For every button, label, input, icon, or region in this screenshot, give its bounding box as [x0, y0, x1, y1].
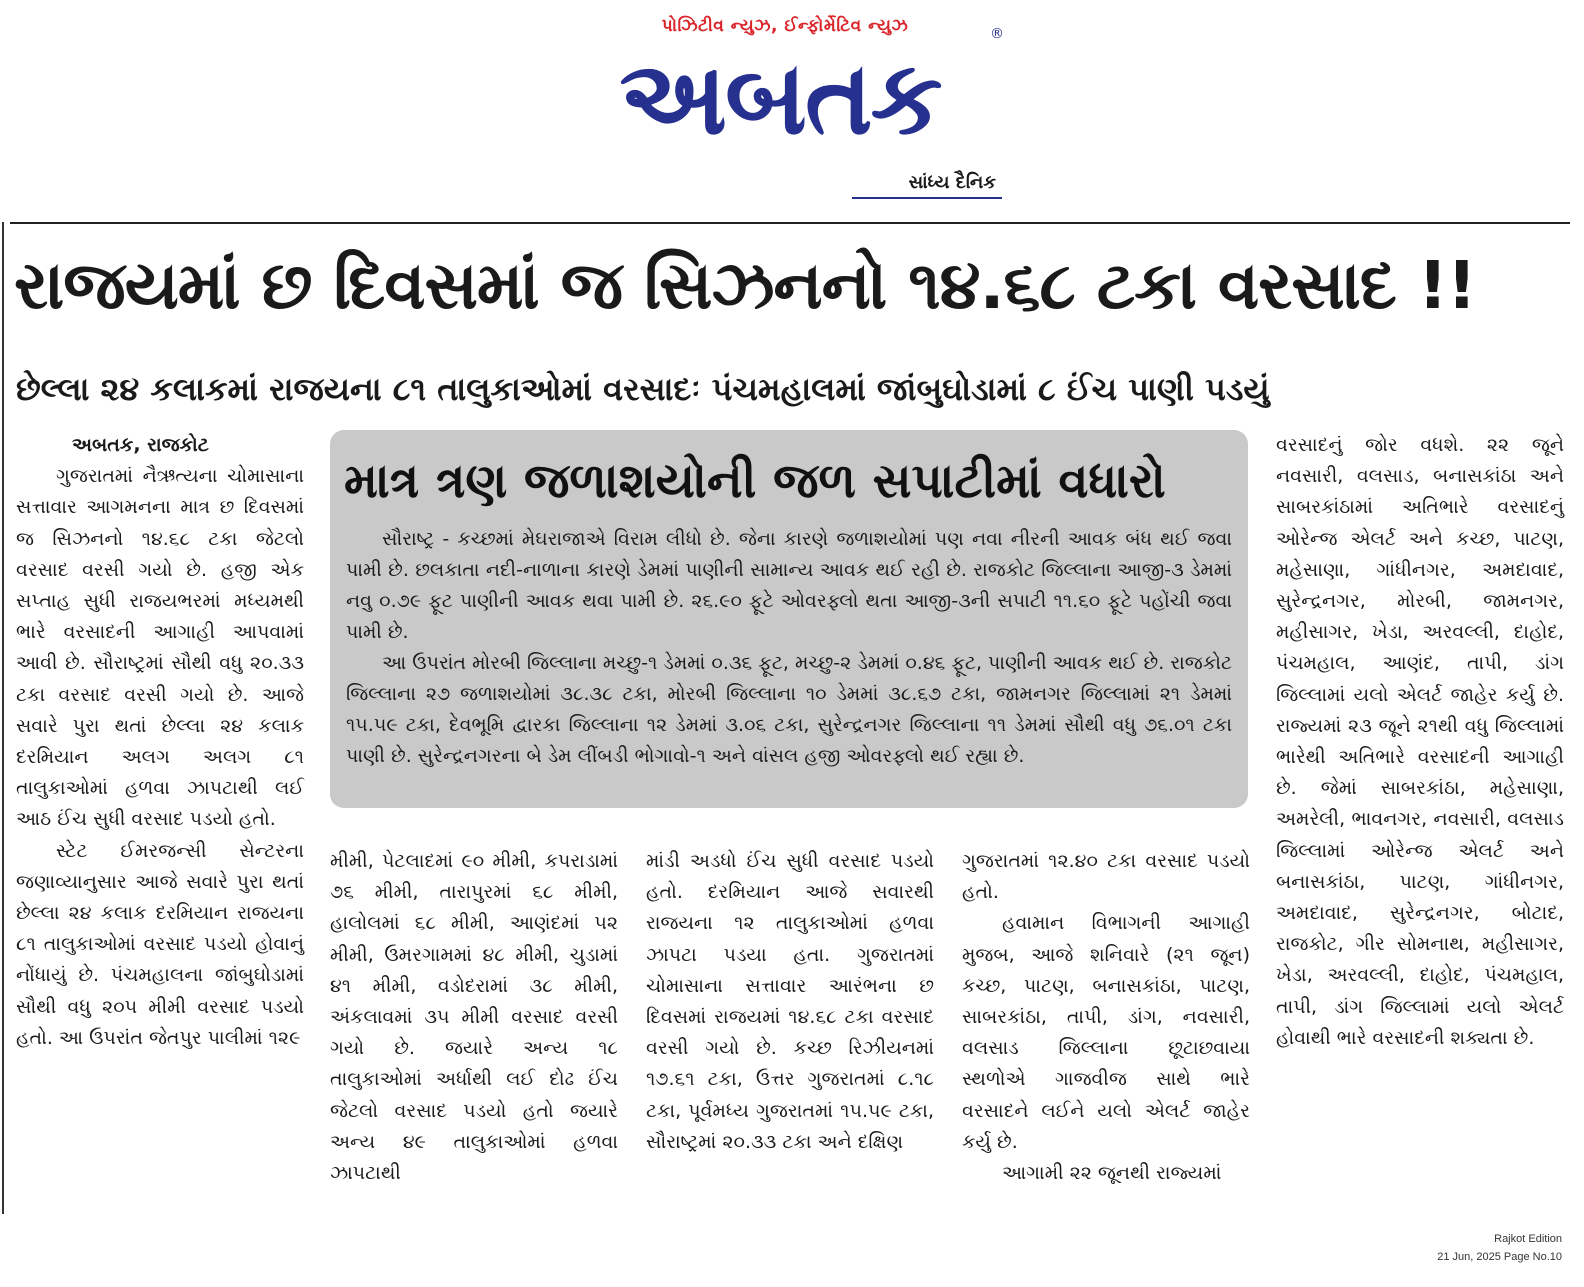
paragraph: સૌરાષ્ટ્ર - કચ્છમાં મેઘરાજાએ વિરામ લીધો છે. જેના કારણે જળાશયોમાં પણ નવા નીરની આવક બંધ થઈ જવા પામી છે. છલકાતા નદી-નાળાના કારણે ડેમમાં પાણીની સામાન્ય આવક થઈ રહી છે. રાજકોટ જિલ્લાના આજી-૩ ડેમમાં નવુ ૦.૭૯ ફૂટ પાણીની આવક થવા પામી છે. ૨૬.૯૦ ફૂટે ઓવરફ્લો થતા આજી-૩ની સપાટી ૧૧.૬૦ ફૂટે પહોંચી જવા પામી છે.: [346, 528, 1232, 643]
paragraph: મીમી, પેટલાદમાં ૯૦ મીમી, કપરાડામાં ૭૬ મીમી, તારાપુરમાં ૬૮ મીમી, હાલોલમાં ૬૮ મીમી, આણંદમાં ૫૨ મીમી, ઉમરગામમાં ૪૮ મીમી, ચુડામાં ૪૧ મીમી, વડોદરામાં ૩૮ મીમી, અંકલાવમાં ૩૫ મીમી વરસાદ વરસી ગયો છે. જયારે અન્ય ૧૮ તાલુકાઓમાં અર્ધાથી લઈ દોઢ ઈંચ જેટલો વરસાદ પડયો હતો જયારે અન્ય ૪૯ તાલુકાઓમાં હળવા ઝાપટાથી: [330, 850, 618, 1185]
paragraph: વરસાદનું જોર વધશે. ૨૨ જૂને નવસારી, વલસાડ, બનાસકાંઠા અને સાબરકાંઠામાં અતિભારે વરસાદનું ઓરેન્જ એલર્ટ અને કચ્છ, પાટણ, મહેસાણા, ગાંધીનગર, અમદાવાદ, સુરેન્દ્રનગર, મોરબી, જામનગર, મહીસાગર, ખેડા, અરવલ્લી, દાહોદ, પંચમહાલ, આણંદ, તાપી, ડાંગ જિલ્લામાં યલો એલર્ટ જાહેર કર્યુ છે. રાજ્યમાં ૨૩ જૂને ૨૧થી વધુ જિલ્લામાં ભારેથી અતિભારે વરસાદની આગાહી છે. જેમાં સાબરકાંઠા, મહેસાણા, અમરેલી, ભાવનગર, નવસારી, વલસાડ જિલ્લામાં ઓરેન્જ એલર્ટ અને બનાસકાંઠા, પાટણ, ગાંધીનગર, અમદાવાદ, સુરેન્દ્રનગર, બોટાદ, રાજકોટ, ગીર સોમનાથ, મહીસાગર, ખેડા, અરવલ્લી, દાહોદ, પંચમહાલ, તાપી, ડાંગ જિલ્લામાં યલો એલર્ટ હોવાથી ભારે વરસાદની શક્યતા છે.: [1276, 434, 1564, 1049]
registered-mark: ®: [990, 26, 1004, 42]
edition-info: [1437, 1230, 1562, 1266]
article-column-4: [962, 846, 1250, 1189]
article-subheadline: છેલ્લા ૨૪ કલાકમાં રાજયના ૮૧ તાલુકાઓમાં વરસાદઃ પંચમહાલમાં જાંબુઘોડામાં ૮ ઈંચ પાણી પડયું: [16, 370, 1270, 408]
paragraph: ગુજરાતમાં ૧૨.૪૦ ટકા વરસાદ પડયો હતો.: [962, 850, 1250, 904]
boxout-body: [346, 524, 1232, 772]
newspaper-logo: અબતક: [619, 39, 941, 158]
paragraph: હવામાન વિભાગની આગાહી મુજબ, આજે શનિવારે (૨૧ જૂન) કચ્છ, પાટણ, બનાસકાંઠા, પાટણ, સાબરકાંઠા, તાપી, ડાંગ, નવસારી, વલસાડ જિલ્લાના છૂટાછવાયા સ્થળોએ ગાજવીજ સાથે ભારે વરસાદને લઈને યલો એલર્ટ જાહેર કર્યુ છે.: [962, 912, 1250, 1153]
masthead-subtitle: સાંધ્ય દૈનિક: [908, 172, 996, 193]
paragraph: ગુજરાતમાં નૈઋત્યના ચોમાસાના સત્તાવાર આગમનના માત્ર છ દિવસમાં જ સિઝનનો ૧૪.૬૮ ટકા જેટલો વરસાદ વરસી ગયો છે. હજી એક સપ્તાહ સુધી રાજયભરમાં મધ્યમથી ભારે વરસાદની આગાહી આપવામાં આવી છે. સૌરાષ્ટ્રમાં સૌથી વધુ ૨૦.૩૩ ટકા વરસાદ વરસી ગયો છે. આજે સવારે પુરા થતાં છેલ્લા ૨૪ કલાક દરમિયાન અલગ અલગ ૮૧ તાલુકાઓમાં હળવા ઝાપટાથી લઈ આઠ ઈંચ સુધી વરસાદ પડયો હતો.: [16, 465, 304, 831]
article-column-1: [16, 430, 304, 1054]
masthead: [560, 14, 1010, 204]
boxout-title: માત્ર ત્રણ જળાશયોની જળ સપાટીમાં વધારો: [344, 453, 1166, 509]
top-rule: [10, 222, 1570, 224]
paragraph: સ્ટેટ ઈમરજન્સી સેન્ટરના જણાવ્યાનુસાર આજે સવારે પુરા થતાં છેલ્લા ૨૪ કલાક દરમિયાન રાજયના ૮૧ તાલુકાઓમાં વરસાદ પડયો હોવાનું નોંધાયું છે. પંચમહાલના જાંબુઘોડામાં સૌથી વધુ ૨૦૫ મીમી વરસાદ પડયો હતો. આ ઉપરાંત જેતપુર પાલીમાં ૧૨૯: [16, 839, 304, 1049]
paragraph: આગામી ૨૨ જૂનથી રાજ્યમાં: [1002, 1162, 1222, 1185]
masthead-tagline: પોઝિટીવ ન્યુઝ, ઈન્ફોર્મેટિવ ન્યુઝ: [661, 16, 909, 36]
edition-date-page: 21 Jun, 2025 Page No.10: [1437, 1251, 1562, 1263]
article-dateline: અબતક, રાજકોટ: [72, 434, 209, 456]
boxout-panel: [330, 430, 1248, 808]
article-column-3: [646, 846, 934, 1158]
masthead-underline: [852, 197, 1002, 199]
paragraph: આ ઉપરાંત મોરબી જિલ્લાના મચ્છુ-૧ ડેમમાં ૦.૩૬ ફૂટ, મચ્છુ-૨ ડેમમાં ૦.૪૬ ફૂટ, પાણીની આવક થઈ છે. રાજકોટ જિલ્લાના ૨૭ જળાશયોમાં ૩૮.૩૮ ટકા, મોરબી જિલ્લાના ૧૦ ડેમમાં ૩૮.૬૭ ટકા, જામનગર જિલ્લામાં ૨૧ ડેમમાં ૧૫.૫૯ ટકા, દેવભૂમિ દ્વારકા જિલ્લાના ૧૨ ડેમમાં ૩.૦૬ ટકા, સુરેન્દ્રનગર જિલ્લાના ૧૧ ડેમમાં સૌથી વધુ ૭૬.૦૧ ટકા પાણી છે. સુરેન્દ્રનગરના બે ડેમ લીંબડી ભોગાવો-૧ અને વાંસલ હજી ઓવરફ્લો થઈ રહ્યા છે.: [346, 652, 1232, 767]
article-column-2: [330, 846, 618, 1189]
article-column-5: [1276, 430, 1564, 1054]
paragraph: માંડી અડધો ઈંચ સુધી વરસાદ પડયો હતો. દરમિયાન આજે સવારથી રાજયના ૧૨ તાલુકાઓમાં હળવા ઝાપટા પડયા હતા. ગુજરાતમાં ચોમાસાના સત્તાવાર આરંભના છ દિવસમાં રાજયમાં ૧૪.૬૮ ટકા વરસાદ વરસી ગયો છે. કચ્છ રિઝીયનમાં ૧૭.૬૧ ટકા, ઉત્તર ગુજરાતમાં ૮.૧૮ ટકા, પૂર્વમધ્ય ગુજરાતમાં ૧૫.૫૯ ટકા, સૌરાષ્ટ્રમાં ૨૦.૩૩ ટકા અને દક્ષિણ: [646, 850, 934, 1153]
article-headline: રાજયમાં છ દિવસમાં જ સિઝનનો ૧૪.૬૮ ટકા વરસાદ !!: [14, 247, 1476, 324]
edition-name: Rajkot Edition: [1494, 1233, 1562, 1245]
left-margin-rule: [2, 222, 4, 1214]
